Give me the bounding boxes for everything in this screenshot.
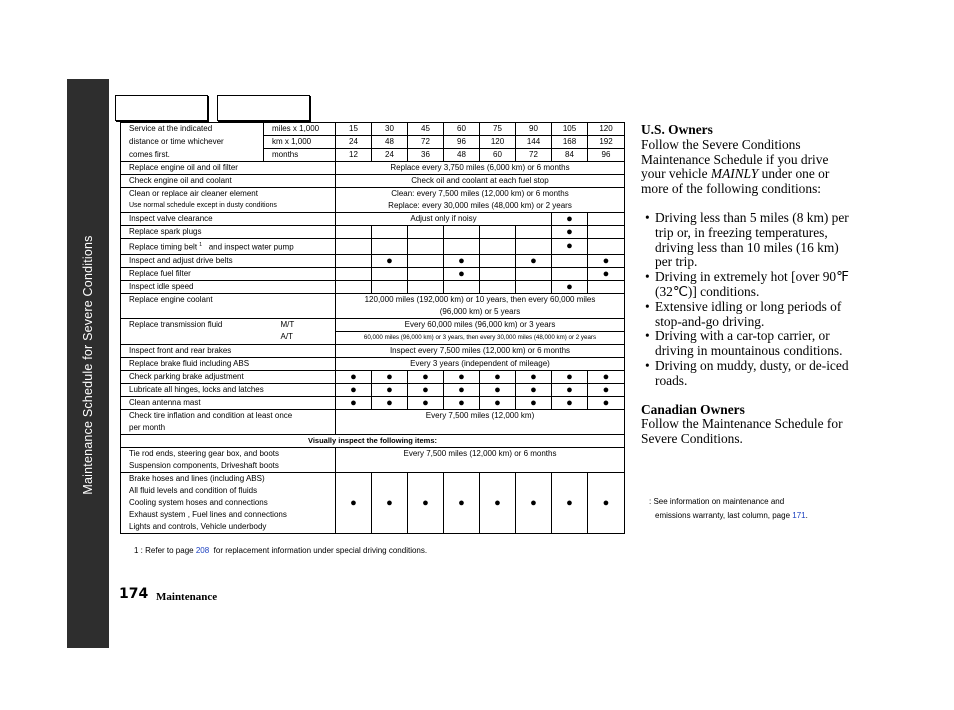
empty-cell [480, 239, 516, 255]
interval-text: (96,000 km) or 5 years [336, 306, 625, 319]
trans-mt: M/T [264, 318, 336, 331]
us-mainly: MAINLY [710, 166, 759, 182]
empty-cell [336, 267, 372, 280]
service-label: Brake hoses and lines (including ABS) [121, 472, 336, 485]
empty-cell [516, 226, 552, 239]
table-row [121, 357, 625, 370]
dot-mark: ● [372, 472, 408, 533]
conditions-list [641, 211, 851, 389]
dot-mark: ● [552, 213, 588, 226]
footnote-ref: 1 [199, 242, 203, 248]
note-line-2-wrap [649, 509, 854, 523]
empty-cell [408, 254, 444, 267]
dot-mark: ● [444, 472, 480, 533]
empty-cell [588, 239, 625, 255]
table-row [121, 383, 625, 396]
header-cell: 36 [408, 149, 444, 162]
dot-mark: ● [552, 383, 588, 396]
empty-cell [588, 226, 625, 239]
dot-mark: ● [480, 472, 516, 533]
empty-cell [480, 280, 516, 293]
note-page-link[interactable]: 171 [792, 511, 806, 520]
empty-cell [552, 267, 588, 280]
service-label: Check parking brake adjustment [121, 370, 336, 383]
header-cell: 12 [336, 149, 372, 162]
empty-cell [480, 267, 516, 280]
service-label: Clean or replace air cleaner element [121, 188, 336, 201]
tab-box-1 [115, 95, 208, 121]
header-cell: 90 [516, 123, 552, 136]
table-row [121, 396, 625, 409]
empty-cell [336, 280, 372, 293]
dot-mark: ● [588, 396, 625, 409]
list-item: • Driving less than 5 miles (8 km) per trip or, in freezing temperatures, driving less than 10 miles (16 km) per trip. [641, 211, 851, 270]
service-label: Tie rod ends, steering gear box, and boots [121, 447, 336, 460]
service-label: Inspect idle speed [121, 280, 336, 293]
table-row [121, 293, 625, 306]
service-note: Use normal schedule except in dusty conditions [121, 200, 336, 213]
dot-mark: ● [336, 396, 372, 409]
interval-text: Replace every 3,750 miles (6,000 km) or 6 months [336, 162, 625, 175]
note-line-2: emissions warranty, last column, page [655, 511, 791, 520]
dot-mark: ● [588, 472, 625, 533]
dot-mark: ● [480, 370, 516, 383]
header-cell: 96 [444, 136, 480, 149]
table-row [121, 306, 625, 319]
empty-cell [480, 254, 516, 267]
service-label: Replace fuel filter [121, 267, 336, 280]
empty-cell [372, 226, 408, 239]
empty-cell [588, 280, 625, 293]
us-text-1: Follow the Severe Conditions Maintenance Schedule if you drive your vehicle [641, 136, 829, 182]
table-row [121, 460, 625, 473]
service-label: Lights and controls, Vehicle underbody [121, 521, 336, 534]
timing-label-2: and inspect water pump [208, 242, 294, 252]
footnote-page-link[interactable]: 208 [195, 546, 210, 555]
empty-cell [336, 422, 625, 435]
header-cell: 72 [516, 149, 552, 162]
header-cell: 30 [372, 123, 408, 136]
empty-cell [408, 226, 444, 239]
dot-mark: ● [588, 267, 625, 280]
header-cell: 75 [480, 123, 516, 136]
sidebar-title: Maintenance Schedule for Severe Conditions [81, 235, 95, 495]
page-number: 174 [119, 586, 149, 602]
service-label: Replace engine coolant [121, 293, 336, 306]
header-cell: 168 [552, 136, 588, 149]
dot-mark: ● [516, 254, 552, 267]
empty-cell [444, 280, 480, 293]
empty-cell [336, 460, 625, 473]
header-cell: 192 [588, 136, 625, 149]
dot-mark: ● [552, 472, 588, 533]
service-label: Replace engine oil and oil filter [121, 162, 336, 175]
header-row-km [121, 136, 625, 149]
dot-mark: ● [408, 383, 444, 396]
table-row [121, 239, 625, 255]
header-label: distance or time whichever [121, 136, 264, 149]
dot-mark: ● [516, 396, 552, 409]
header-cell: 105 [552, 123, 588, 136]
dot-mark: ● [588, 254, 625, 267]
header-unit: miles x 1,000 [264, 123, 336, 136]
dot-mark: ● [588, 370, 625, 383]
canada-heading: Canadian Owners [641, 401, 745, 417]
empty-cell [121, 331, 264, 344]
header-cell: 24 [372, 149, 408, 162]
header-cell: 72 [408, 136, 444, 149]
warranty-note [649, 495, 854, 523]
empty-cell [552, 254, 588, 267]
header-unit: months [264, 149, 336, 162]
empty-cell [121, 306, 336, 319]
service-label: Exhaust system , Fuel lines and connections [121, 509, 336, 521]
service-label: Replace brake fluid including ABS [121, 357, 336, 370]
header-unit: km x 1,000 [264, 136, 336, 149]
table-row [121, 344, 625, 357]
dot-mark: ● [552, 239, 588, 255]
dot-mark: ● [444, 396, 480, 409]
table-row [121, 254, 625, 267]
table-row [121, 434, 625, 447]
interval-text: Replace: every 30,000 miles (48,000 km) or 2 years [336, 200, 625, 213]
service-label: per month [121, 422, 336, 435]
interval-text: Every 7,500 miles (12,000 km) or 6 months [336, 447, 625, 460]
header-cell: 120 [480, 136, 516, 149]
empty-cell [372, 267, 408, 280]
dot-mark: ● [444, 267, 480, 280]
tab-box-2 [217, 95, 310, 121]
dot-mark: ● [480, 396, 516, 409]
interval-text: 120,000 miles (192,000 km) or 10 years, then every 60,000 miles [336, 293, 625, 306]
table-row [121, 370, 625, 383]
dot-mark: ● [372, 396, 408, 409]
empty-cell [444, 226, 480, 239]
footnote [134, 546, 427, 555]
dot-mark: ● [588, 383, 625, 396]
interval-text: 60,000 miles (96,000 km) or 3 years, then every 30,000 miles (48,000 km) or 2 years [336, 331, 625, 344]
service-label: Replace transmission fluid [121, 318, 264, 331]
empty-cell [516, 239, 552, 255]
visual-inspect-heading: Visually inspect the following items: [121, 434, 625, 447]
empty-cell [408, 280, 444, 293]
empty-cell [516, 280, 552, 293]
header-label: Service at the indicated [121, 123, 264, 136]
dot-mark: ● [516, 383, 552, 396]
header-cell: 144 [516, 136, 552, 149]
table-row [121, 213, 625, 226]
header-label: comes first. [121, 149, 264, 162]
us-text [641, 138, 851, 197]
service-label: Inspect valve clearance [121, 213, 336, 226]
interval-text: Every 7,500 miles (12,000 km) [336, 409, 625, 422]
canada-text: Follow the Maintenance Schedule for Severe Conditions. [641, 416, 843, 447]
empty-cell [372, 280, 408, 293]
table-row [121, 200, 625, 213]
empty-cell [336, 239, 372, 255]
footnote-prefix: 1 : Refer to page [134, 546, 194, 555]
dot-mark: ● [336, 472, 372, 533]
dot-mark: ● [552, 280, 588, 293]
service-label: Suspension components, Driveshaft boots [121, 460, 336, 473]
interval-text: Adjust only if noisy [336, 213, 552, 226]
dot-mark: ● [408, 472, 444, 533]
table-row [121, 188, 625, 201]
footnote-suffix: for replacement information under special driving conditions. [213, 546, 428, 555]
service-label: Inspect front and rear brakes [121, 344, 336, 357]
table-row [121, 409, 625, 422]
interval-text: Inspect every 7,500 miles (12,000 km) or 6 months [336, 344, 625, 357]
table-row [121, 267, 625, 280]
interval-text: Clean: every 7,500 miles (12,000 km) or 6 months [336, 188, 625, 201]
dot-mark: ● [372, 254, 408, 267]
us-heading: U.S. Owners [641, 122, 713, 137]
note-line-1: : See information on maintenance and [649, 497, 785, 506]
empty-cell [336, 226, 372, 239]
table-row [121, 175, 625, 188]
table-row [121, 447, 625, 460]
interval-text: Every 60,000 miles (96,000 km) or 3 years [336, 318, 625, 331]
service-label: Check tire inflation and condition at least once [121, 409, 336, 422]
service-label: All fluid levels and condition of fluids [121, 485, 336, 497]
empty-cell [480, 226, 516, 239]
header-cell: 60 [444, 123, 480, 136]
us-text-2: under one or more of the following conditions: [641, 166, 830, 197]
empty-cell [408, 239, 444, 255]
service-label: Clean antenna mast [121, 396, 336, 409]
note-end: . [805, 511, 808, 520]
dot-mark: ● [516, 370, 552, 383]
dot-mark: ● [516, 472, 552, 533]
interval-text: Check oil and coolant at each fuel stop [336, 175, 625, 188]
dot-mark: ● [552, 396, 588, 409]
header-cell: 45 [408, 123, 444, 136]
table-row [121, 331, 625, 344]
table-row [121, 226, 625, 239]
header-cell: 120 [588, 123, 625, 136]
list-item: • Driving in extremely hot [over 90℉ (32℃)] conditions. [641, 270, 851, 300]
header-cell: 15 [336, 123, 372, 136]
table-row [121, 318, 625, 331]
header-cell: 24 [336, 136, 372, 149]
service-label: Replace spark plugs [121, 226, 336, 239]
empty-cell [588, 213, 625, 226]
dot-mark: ● [480, 383, 516, 396]
header-row-miles [121, 123, 625, 136]
service-label: Cooling system hoses and connections [121, 497, 336, 509]
table-row [121, 422, 625, 435]
service-label: Lubricate all hinges, locks and latches [121, 383, 336, 396]
dot-mark: ● [552, 370, 588, 383]
empty-cell [516, 267, 552, 280]
header-cell: 48 [444, 149, 480, 162]
header-cell: 84 [552, 149, 588, 162]
table-row [121, 162, 625, 175]
list-item: • Driving on muddy, dusty, or de-iced roads. [641, 359, 851, 389]
dot-mark: ● [408, 370, 444, 383]
dot-mark: ● [408, 396, 444, 409]
dot-mark: ● [372, 370, 408, 383]
header-cell: 96 [588, 149, 625, 162]
dot-mark: ● [336, 370, 372, 383]
list-item: • Extensive idling or long periods of stop-and-go driving. [641, 300, 851, 330]
table-row [121, 472, 625, 485]
service-label: Inspect and adjust drive belts [121, 254, 336, 267]
dot-mark: ● [372, 383, 408, 396]
service-label: Check engine oil and coolant [121, 175, 336, 188]
owners-section [641, 123, 851, 447]
list-item: • Driving with a car-top carrier, or driving in mountainous conditions. [641, 329, 851, 359]
maintenance-schedule-table [120, 122, 625, 534]
service-label [121, 239, 336, 255]
page-label: Maintenance [156, 591, 218, 603]
dot-mark: ● [336, 383, 372, 396]
dot-mark: ● [444, 370, 480, 383]
interval-text: Every 3 years (independent of mileage) [336, 357, 625, 370]
trans-at: A/T [264, 331, 336, 344]
dot-mark: ● [444, 254, 480, 267]
header-cell: 48 [372, 136, 408, 149]
header-cell: 60 [480, 149, 516, 162]
empty-cell [336, 254, 372, 267]
header-row-months [121, 149, 625, 162]
empty-cell [408, 267, 444, 280]
timing-label: Replace timing belt [129, 242, 198, 252]
dot-mark: ● [552, 226, 588, 239]
empty-cell [444, 239, 480, 255]
table-row [121, 280, 625, 293]
dot-mark: ● [444, 383, 480, 396]
empty-cell [372, 239, 408, 255]
